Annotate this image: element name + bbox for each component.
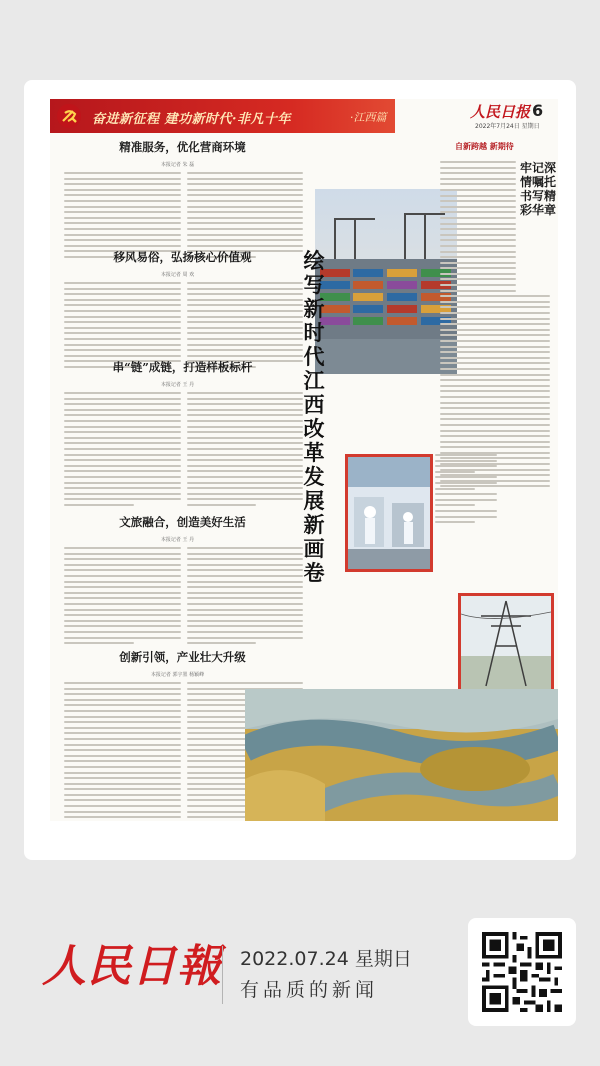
section-byline: 本报记者 郭宇墨 杨颖峰 [150,672,205,678]
qr-code-icon [482,932,562,1012]
section-title: 创新引领，产业壮大升级 [119,650,246,664]
banner-title: 奋进新征程 建功新时代·非凡十年 [92,112,292,127]
page-number: 6 [532,101,544,120]
landscape-photo [245,689,558,821]
newspaper-card [24,80,576,860]
party-emblem-icon [56,103,82,129]
pylon-photo-image [461,596,551,690]
section-tag: 自新跨越 新期待 [455,142,514,151]
headline: 绘写新时代江西改革发展新画卷 [303,248,325,585]
article-text [50,547,305,648]
article-text [50,392,305,509]
factory-photo-image [348,457,430,569]
section-byline: 本报记者 周 欢 [160,272,195,278]
qr-code-card[interactable] [468,918,576,1026]
photo-captions [435,454,505,527]
article-section [50,249,305,372]
section-byline: 本报记者 王 丹 [160,382,195,388]
footer-date: 2022.07.24 星期日 [240,948,412,970]
section-title: 文旅融合，创造美好生活 [119,515,246,529]
newspaper-page [50,99,558,821]
section-byline: 本报记者 朱 磊 [160,162,195,168]
section-title: 移风易俗，弘扬核心价值观 [113,250,252,264]
issue-date: 2022年7月24日 星期日 [475,123,540,130]
brand-logo: 人民日報 [42,941,222,992]
section-title: 串“链”成链，打造样板标杆 [112,360,253,374]
section-byline: 本报记者 王 丹 [160,537,195,543]
footer-slogan: 有品质的新闻 [240,979,379,1001]
port-photo-image [315,189,457,374]
banner-subtitle: ·江西篇 [350,111,387,124]
theme-banner [50,99,395,133]
section-title: 精准服务，优化营商环境 [119,140,246,154]
landscape-photo-image [245,689,558,821]
footer-divider [222,946,223,1004]
masthead-name: 人民日报 [470,103,531,121]
article-section [50,359,305,509]
factory-photo [345,454,433,572]
port-photo [315,189,457,374]
pylon-photo [458,593,554,693]
article-section [50,139,305,262]
subtitle: 牢记深情嘱托 书写精彩华章 [520,161,557,217]
article-section [50,514,305,648]
